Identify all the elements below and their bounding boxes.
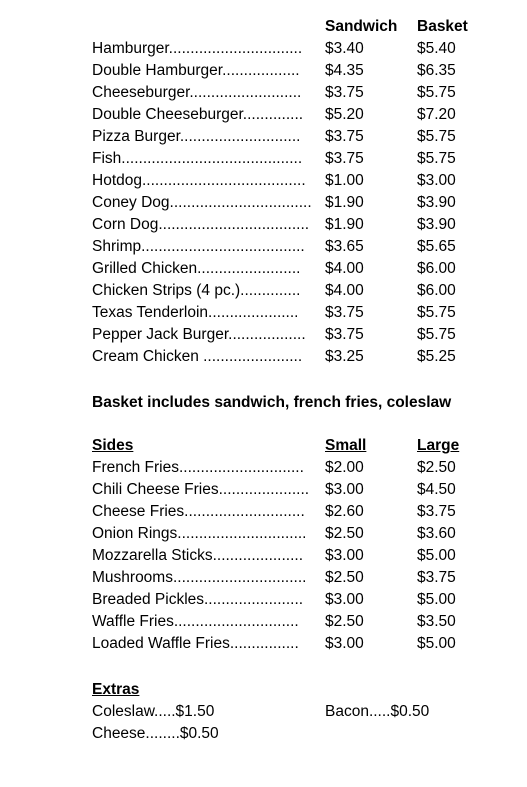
side-row — [0, 501, 527, 523]
price-small: $3.00 — [325, 547, 364, 564]
item-name: Cheese Fries............................ — [92, 503, 305, 520]
price-sandwich: $5.20 — [325, 106, 364, 123]
price-large: $3.50 — [417, 613, 456, 630]
extra-cheese: Cheese........$0.50 — [92, 725, 219, 742]
extra-coleslaw: Coleslaw.....$1.50 — [92, 703, 215, 720]
price-sandwich: $4.00 — [325, 260, 364, 277]
price-basket: $5.65 — [417, 238, 456, 255]
price-basket: $3.00 — [417, 172, 456, 189]
extras-header: Extras — [92, 681, 140, 698]
price-sandwich: $3.75 — [325, 128, 364, 145]
basket-note: Basket includes sandwich, french fries, coleslaw — [92, 394, 452, 411]
item-name: Texas Tenderloin..................... — [92, 304, 299, 321]
item-name: Shrimp...................................... — [92, 238, 305, 255]
price-sandwich: $3.40 — [325, 40, 364, 57]
sandwich-header-row — [0, 16, 527, 38]
price-small: $3.00 — [325, 591, 364, 608]
price-sandwich: $3.65 — [325, 238, 364, 255]
side-row — [0, 633, 527, 655]
price-sandwich: $1.00 — [325, 172, 364, 189]
item-name: Hamburger............................... — [92, 40, 303, 57]
extra-bacon: Bacon.....$0.50 — [325, 703, 430, 720]
price-basket: $5.75 — [417, 84, 456, 101]
item-name: Fish.......................................... — [92, 150, 303, 167]
price-sandwich: $1.90 — [325, 194, 364, 211]
menu-row — [0, 60, 527, 82]
price-sandwich: $4.00 — [325, 282, 364, 299]
item-name: Mozzarella Sticks..................... — [92, 547, 304, 564]
item-name: Waffle Fries............................. — [92, 613, 299, 630]
item-name: Pepper Jack Burger.................. — [92, 326, 306, 343]
price-large: $3.75 — [417, 503, 456, 520]
menu-row — [0, 236, 527, 258]
side-row — [0, 589, 527, 611]
item-name: Coney Dog................................. — [92, 194, 312, 211]
price-basket: $6.00 — [417, 260, 456, 277]
menu-row — [0, 38, 527, 60]
price-sandwich: $1.90 — [325, 216, 364, 233]
price-basket: $5.75 — [417, 304, 456, 321]
item-name: Double Cheeseburger.............. — [92, 106, 304, 123]
price-basket: $5.75 — [417, 128, 456, 145]
sides-header-row — [0, 435, 527, 457]
side-row — [0, 611, 527, 633]
item-name: Breaded Pickles....................... — [92, 591, 304, 608]
item-name: Chili Cheese Fries..................... — [92, 481, 310, 498]
price-basket: $5.75 — [417, 150, 456, 167]
price-basket: $6.00 — [417, 282, 456, 299]
sandwich-column-header: Sandwich — [325, 18, 398, 35]
menu-row — [0, 280, 527, 302]
price-basket: $5.40 — [417, 40, 456, 57]
menu-row — [0, 192, 527, 214]
price-large: $5.00 — [417, 591, 456, 608]
price-sandwich: $4.35 — [325, 62, 364, 79]
item-name: Pizza Burger............................ — [92, 128, 301, 145]
item-name: French Fries............................. — [92, 459, 304, 476]
price-sandwich: $3.75 — [325, 150, 364, 167]
side-row — [0, 545, 527, 567]
price-large: $5.00 — [417, 547, 456, 564]
side-row — [0, 523, 527, 545]
menu-row — [0, 302, 527, 324]
item-name: Chicken Strips (4 pc.).............. — [92, 282, 301, 299]
basket-column-header: Basket — [417, 18, 468, 35]
item-name: Cream Chicken ....................... — [92, 348, 303, 365]
item-name: Corn Dog................................... — [92, 216, 310, 233]
price-basket: $5.25 — [417, 348, 456, 365]
price-small: $2.00 — [325, 459, 364, 476]
side-row — [0, 479, 527, 501]
menu-row — [0, 82, 527, 104]
large-column-header: Large — [417, 437, 460, 454]
menu-row — [0, 214, 527, 236]
side-row — [0, 457, 527, 479]
item-name: Cheeseburger.......................... — [92, 84, 302, 101]
price-basket: $6.35 — [417, 62, 456, 79]
item-name: Grilled Chicken........................ — [92, 260, 301, 277]
small-column-header: Small — [325, 437, 367, 454]
price-large: $5.00 — [417, 635, 456, 652]
price-sandwich: $3.25 — [325, 348, 364, 365]
price-small: $3.00 — [325, 635, 364, 652]
price-large: $4.50 — [417, 481, 456, 498]
menu-row — [0, 148, 527, 170]
price-large: $3.75 — [417, 569, 456, 586]
price-large: $3.60 — [417, 525, 456, 542]
menu-row — [0, 170, 527, 192]
item-name: Onion Rings.............................. — [92, 525, 307, 542]
item-name: Mushrooms............................... — [92, 569, 307, 586]
menu-row — [0, 126, 527, 148]
price-small: $2.60 — [325, 503, 364, 520]
menu-row — [0, 104, 527, 126]
price-sandwich: $3.75 — [325, 84, 364, 101]
item-name: Hotdog...................................... — [92, 172, 306, 189]
item-name: Loaded Waffle Fries................ — [92, 635, 299, 652]
menu-row — [0, 258, 527, 280]
price-basket: $7.20 — [417, 106, 456, 123]
menu-row — [0, 324, 527, 346]
price-basket: $3.90 — [417, 194, 456, 211]
price-small: $2.50 — [325, 525, 364, 542]
price-basket: $5.75 — [417, 326, 456, 343]
price-small: $2.50 — [325, 569, 364, 586]
price-sandwich: $3.75 — [325, 304, 364, 321]
side-row — [0, 567, 527, 589]
price-basket: $3.90 — [417, 216, 456, 233]
sides-header-label: Sides — [92, 437, 134, 454]
price-large: $2.50 — [417, 459, 456, 476]
item-name: Double Hamburger.................. — [92, 62, 300, 79]
price-sandwich: $3.75 — [325, 326, 364, 343]
price-small: $3.00 — [325, 481, 364, 498]
price-small: $2.50 — [325, 613, 364, 630]
menu-row — [0, 346, 527, 368]
